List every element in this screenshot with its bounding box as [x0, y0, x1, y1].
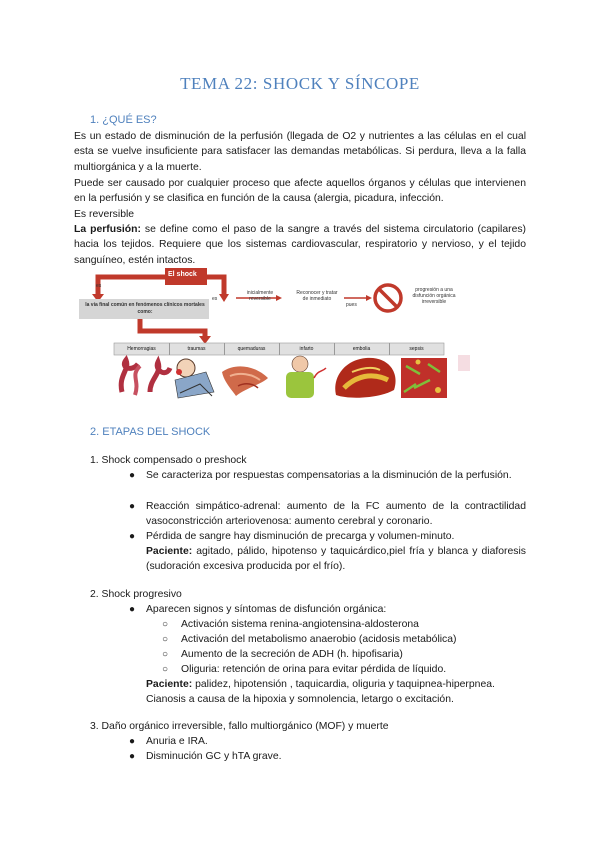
category-infarction: infarto [279, 343, 335, 355]
arrow-right-head [219, 294, 229, 302]
perfusion-text: se define como el paso de la sangre a través del sistema circulatorio (capilares) hacia los tejidos. Requiere que los sistemas cardiovascular, respiratorio y nervioso, y el tejido sanguíneo, estén intactos. [74, 224, 527, 266]
arrow-left [98, 277, 165, 296]
bullet-dot: ● [129, 531, 136, 542]
category-burns: quemaduras [224, 343, 280, 355]
irreversible-text: progresión a una disfunción orgánica irreversible [412, 287, 456, 305]
stage-1-bullet-1: Se caracteriza por respuestas compensatorias a la disminución de la perfusión. [146, 470, 512, 481]
stage-2-sub-3: Aumento de la secreción de ADH (h. hipofisaria) [181, 649, 403, 660]
label-pues: pues [346, 302, 357, 308]
arrow-to-stop-head [366, 295, 372, 301]
stage-1-bullet-2: Reacción simpático-adrenal: aumento de la FC aumento de la contractilidad vasoconstricción arteriovenosa: aumento cerebral y coronario. [146, 501, 526, 528]
stage-3-bullet-2: Disminución GC y hTA grave. [146, 751, 282, 762]
category-embolism: embolia [334, 343, 390, 355]
recognize-text: Reconocer y tratar de inmediato [296, 290, 338, 302]
stage-2-patient-2: Cianosis a causa de la hipoxia y somnolencia, letargo o excitación. [146, 694, 454, 705]
stage-2-sub-1: Activación sistema renina-angiotensina-aldosterona [181, 619, 419, 630]
arrow-right [207, 277, 224, 296]
sepsis-illustration [401, 358, 447, 398]
category-sepsis: sepsis [409, 346, 424, 352]
bullet-dot: ● [129, 736, 136, 747]
patient-label: Paciente: [146, 546, 193, 557]
category-hemorrhage: Hemorragias [114, 343, 170, 355]
stage-1-label: 1. Shock compensado o preshock [90, 455, 247, 466]
label-es-left: es [96, 283, 102, 289]
sub-bullet-circle: ○ [162, 664, 169, 675]
section-heading-etapas: 2. ETAPAS DEL SHOCK [90, 426, 211, 438]
paragraph-causes: Puede ser causado por cualquier proceso que afecte aquellos órganos y células que intervienen en la perfusión y se clasifica en función de la causa (alergia, picadura, infección. [74, 178, 526, 205]
stage-1-patient [146, 544, 526, 575]
patient-label: Paciente: [146, 679, 193, 690]
patient-text: palidez, hipotensión , taquicardia, oliguria y taquipnea-hiperpnea. [192, 679, 495, 690]
category-trauma: traumas [169, 343, 225, 355]
trauma-illustration [175, 359, 214, 398]
bullet-dot: ● [129, 501, 136, 512]
stage-2-label: 2. Shock progresivo [90, 589, 182, 600]
perfusion-label: La perfusión: [74, 224, 141, 235]
infarction-illustration [286, 356, 326, 398]
section-heading-que-es: 1. ¿QUÉ ES? [90, 114, 157, 126]
burn-illustration [222, 366, 268, 396]
sub-bullet-circle: ○ [162, 619, 169, 630]
left-box-text: la vía final común en fenómenos clínicos mortales como: [85, 302, 205, 315]
bullet-dot: ● [129, 604, 136, 615]
embolism-illustration [335, 358, 395, 398]
shock-title: El shock [168, 271, 197, 278]
bullet-dot: ● [129, 751, 136, 762]
label-es-right: es [212, 296, 218, 302]
hemorrhage-illustration [121, 360, 170, 395]
stage-3-bullet-1: Anuria e IRA. [146, 736, 208, 747]
stop-icon-bar [379, 289, 397, 307]
stage-2-bullet-1: Aparecen signos y síntomas de disfunción orgánica: [146, 604, 387, 615]
sub-bullet-circle: ○ [162, 634, 169, 645]
paragraph-definition: Es un estado de disminución de la perfusión (llegada de O2 y nutrientes a las células en el cual esta se vuelve insuficiente para satisfacer las demandas metabólicas. Si perdura, lleva a la falla multiorgánica y a la muerte. [74, 131, 526, 173]
decor-pink-block [458, 355, 470, 371]
arrow-down [140, 319, 205, 338]
stage-2-sub-2: Activación del metabolismo anaerobio (acidosis metabólica) [181, 634, 457, 645]
bullet-dot: ● [129, 470, 136, 481]
paragraph-reversible: Es reversible [74, 209, 135, 220]
patient-text: agitado, pálido, hipotenso y taquicárdico,piel fría y blanca y diaforesis (sudoración excesiva producida por el frío). [146, 546, 526, 573]
page-title: TEMA 22: SHOCK Y SÍNCOPE [180, 74, 420, 93]
stage-2-sub-4: Oliguria: retención de orina para evitar pérdida de líquido. [181, 664, 447, 675]
stage-1-bullet-3: Pérdida de sangre hay disminución de precarga y volumen-minuto. [146, 531, 455, 542]
arrow-to-reversible-head [276, 295, 282, 301]
reversible-text: inicialmente reversible [246, 290, 274, 302]
stage-2-patient [146, 677, 526, 692]
sub-bullet-circle: ○ [162, 649, 169, 660]
stage-3-label: 3. Daño orgánico irreversible, fallo multiorgánico (MOF) y muerte [90, 721, 389, 732]
